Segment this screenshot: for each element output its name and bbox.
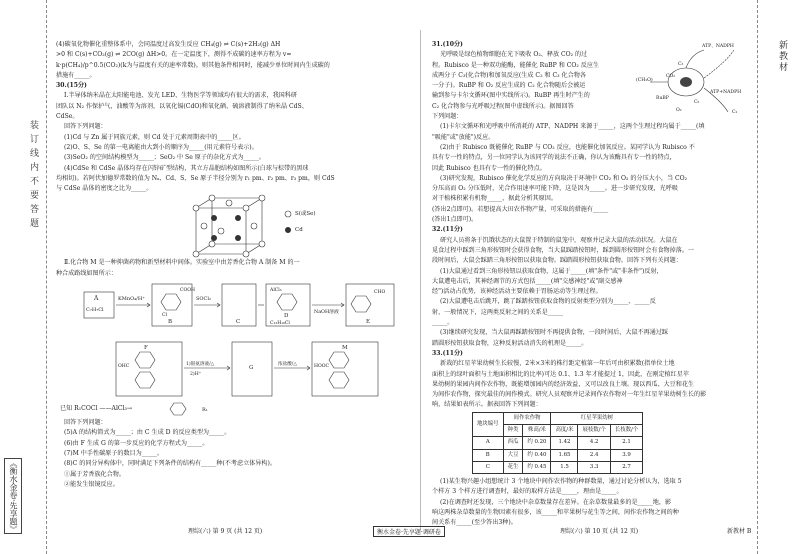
q32-line: 觅食过程中踩到三角形按钮时会获得食物，当大鼠踩踏按钮时，踩到圆形按钮时会有食物掉落。一 (432, 246, 695, 254)
right-binding-margin (757, 0, 798, 554)
q30-ans: (5)A 的结构简式为_____；由 C 生成 D 的反应类型为_____。 (64, 429, 231, 437)
q32-subq: (3)继续研究发现，当大鼠再踩踏按钮时不再提供食物，一段时间后，大鼠不再通过踩 (440, 329, 669, 337)
synthesis-route-row2 (56, 340, 412, 398)
q30-title: 30.(15分) (56, 82, 87, 90)
q30-subq4: (4)CdSe 和 CdSe 晶体均存在闪锌矿型结构，其立方晶胞结构如图所示(白球与棕带的黑球 (64, 164, 309, 172)
column-divider (420, 30, 421, 530)
reagent-kmno4: KMnO₄/H⁺ (118, 296, 145, 303)
q30-intro: 团队以 N₂ 作保护气，油酸等为溶剂，以氧化镉(CdO)和氧化硒、硫溶液制得了纳米晶 CdS、 (56, 102, 308, 110)
q32-subq: 射，一般情况下，这两类反射之间的关系是_____ (432, 308, 564, 316)
reagent-naoh: NaOH溶液 (314, 310, 339, 316)
q31-subq: 因此 Rubisco 也具有专一性的催化特点。 (432, 164, 546, 172)
q31-subq: (答出1点即可)。 (432, 216, 478, 224)
q29-line: >0 和 C(s)+CO₂(g) ⇌ 2CO(g) ΔH>0。在一定温度下，测得不成碳的速率方程为 v= (56, 51, 292, 59)
label-c3: C₃ (678, 62, 684, 68)
q30-partII: Ⅱ.化合物 M 是一种抑菌药物和新型材料中间体。实验室中由芳香化合物 A 制备 M 的一 (64, 259, 300, 267)
q33-line: 响，结果如表所示。据表回答下列问题： (432, 401, 542, 409)
q31-line: 程。Rubisco 是一种双功能酶，能催化 RuBP 和 CO₂ 反应生 (432, 61, 600, 69)
legend-cd: Cd (295, 227, 303, 234)
reagent-socl2: SOCl₂ (196, 296, 211, 303)
group-cooh: COOH (180, 288, 196, 294)
q32-subq: 踏圆形按钮获取食物，这种反射活动消失的机理是_____。 (432, 339, 588, 347)
table-cell: B (473, 449, 504, 461)
table-cell: 大豆 (503, 449, 523, 461)
table-subheader: 展枝数/个 (578, 424, 610, 436)
group-cl: Cl (162, 313, 167, 319)
table-cell: 2.1 (610, 437, 642, 449)
compound-e: E (366, 319, 371, 326)
known-reaction (56, 400, 412, 418)
label-o2: O₂ (676, 108, 682, 114)
q30-ans: ①属于芳香族化合物。 (64, 470, 125, 478)
table-row (473, 449, 643, 461)
table-cell: 西瓜 (503, 437, 523, 449)
table-cell: 3.3 (578, 461, 610, 473)
synthesis-arrows-row1 (56, 280, 412, 338)
label-ch2o: (CH₂O) (636, 78, 653, 84)
q30-ans: (6)由 F 生成 G 的第一步反应的化学方程式为_____。 (64, 439, 209, 447)
q32-line: 段时间后，大鼠会踩踏三角形按钮以获取食物。踩踏圆形按钮获取食物。回答下列有关问题： (432, 257, 682, 265)
q32-title: 32.(11分) (432, 226, 463, 234)
q33-line: 新栽的红星苹果幼树生长较慢，2米×3米的株行距定植第一年后可由积累数(指单位土地 (440, 360, 675, 368)
q33-subq: (2)在调查时还发现，三个地块中杂草数量存在差异。在杂草数量最多的是_____地，影 (440, 498, 672, 506)
compound-b: B (168, 319, 173, 326)
table-header: 红星苹果幼树 (551, 412, 643, 424)
right-column (432, 40, 748, 529)
q31-subq: (1)卡尔文循环和光呼吸中所消耗的 ATP、NADPH 来源于_____，这两个生理过程均属于_____(填 (440, 123, 705, 131)
table-cell: 约 0.40 (523, 449, 551, 461)
q32-subq: 经")活动占优势，该神经活动主要依赖于胃肠运动等生理过程。 (432, 288, 602, 296)
q30-subq4: 均相切)。若阿伏加德罗常数的值为 Nₐ、Cd、S、Se 原子半径分别为 r₁ pm、r₂ pm、r₃ pm，则 CdS (56, 174, 335, 182)
q30-partII: 种合成路线如图所示： (56, 269, 117, 277)
compound-a: A (94, 295, 99, 303)
table-row (473, 461, 643, 473)
compound-a-formula: C₇H₇Cl (86, 307, 104, 314)
group-hooc: HOOC (314, 364, 330, 370)
compound-f: F (144, 345, 148, 352)
q31-line: 下列问题： (432, 113, 463, 121)
q32-subq: 大鼠遭电击后，其神经调节的方式包括_____(填"交感神经"或"副交感神 (432, 277, 623, 285)
table-cell: 3.9 (610, 449, 642, 461)
compound-d: D (284, 313, 289, 320)
table-cell: 1.42 (551, 437, 578, 449)
apple-tree-table (472, 412, 643, 474)
q31-title: 31.(10分) (432, 41, 463, 48)
q33-subq: 响这两株杂草数量的生物因素有很多，该_____和苹果树与花生等之间，间作农作物之间的种 (432, 509, 679, 517)
q30-ans: (8)C 的同分异构体中，同时满足下列条件的结构有_____种(不考虑立体异构)。 (64, 460, 276, 468)
table-cell: 2.4 (578, 449, 610, 461)
brand-label: 《衡水金卷·先享题》 (4, 458, 22, 534)
q32-subq: (1)大鼠通过看到三角形按钮以获取食物，这属于_____(填"条件"或"非条件")反射， (440, 267, 663, 275)
table-subheader: 高度/米 (551, 424, 578, 436)
q33-title: 33.(11分) (432, 349, 463, 357)
q31-subq: 分压高而 O₂ 分压低时，光合作用速率可能下降，这是因为_____。进一步研究发现，光呼吸 (432, 185, 678, 193)
q31-text (432, 50, 632, 121)
table-subheader: 株高/米 (523, 424, 551, 436)
group-ohc: OHC (118, 364, 130, 370)
q29-line: (4)碳氧化物催化重整体系中，会同温度过高发生反应 CH₄(g) ⇌ C(s)+2H₂(g) ΔH (56, 41, 281, 48)
binding-warning: 装订线内不要答题 (28, 120, 38, 232)
q30-ans-head: 回答下列问题： (64, 419, 107, 427)
reagent-alcl3: AlCl₃ (270, 288, 282, 294)
q30-ans: ②能发生银镜反应。 (64, 480, 119, 488)
synthesis-arrows-row2 (56, 340, 412, 398)
crystal-cell-diagram (176, 194, 376, 258)
compound-g: G (249, 365, 254, 372)
compound-m: M (342, 345, 348, 352)
table-header: 地块编号 (473, 412, 504, 437)
q30-subq: (2)O、S、Se 的第一电离能由大到小的顺序为_____(用元素符号表示)。 (64, 143, 258, 151)
crystal-figure (56, 194, 412, 258)
q33-subq: 个样方 3 个样方进行调查时，最好的取样方法是_____，理由是_____。 (432, 488, 623, 496)
reagent-silver: 1)银氨溶液/△ (186, 362, 215, 368)
q29-part4 (56, 40, 412, 80)
q31-subq: (2)由于 Rubisco 既能催化 RuBP 与 CO₂ 反应，也能催化加氧反应。某同学认为 Rubisco 不 (440, 143, 695, 151)
table-subheader: 长枝数/个 (610, 424, 642, 436)
q33-line: 面积上的绿叶面积与土地面积相比的比率)可达 0.1、1.3 年才能提过 1，因此，在刚定植红星苹 (432, 370, 689, 378)
q30-subq4: 与 CdSe 晶体的密度之比为_____。 (56, 185, 153, 193)
q31-subq: (答出2点即可)。若想提高大田农作物产量，可采取的措施有_____ (432, 205, 609, 213)
known-product-ring (166, 400, 196, 418)
footer-page-left: 理综(六) 第 9 页 (共 12 页) (188, 528, 263, 535)
table-row (473, 437, 643, 449)
left-column (56, 40, 412, 490)
table-cell: 4.2 (578, 437, 610, 449)
table-header: 间作农作物 (503, 412, 551, 424)
table-cell: 1.65 (551, 449, 578, 461)
table-cell: 花生 (503, 461, 523, 473)
table-cell: 2.7 (610, 461, 642, 473)
footer-page-right: 理综(六) 第 10 页 (共 12 页) (560, 528, 639, 535)
q31-line: 一分子)。RuBP 和 O₂ 反应生成的 C₂ 化合物随后会被运 (432, 82, 586, 90)
table-header-row (473, 412, 643, 424)
q31-line: C₂ 化合物参与光呼吸过程(图中虚线所示)。据图回答 (432, 102, 574, 110)
compound-c: C (236, 319, 241, 326)
compound-d-formula: C₁₃H₁₀Cl (270, 321, 290, 327)
table-cell: 约 0.45 (523, 461, 551, 473)
label-atp-right: ATP+NADPH (710, 90, 742, 96)
q33-subq: 间关系有_____(至少答出3种)。 (432, 519, 517, 527)
group-cho: CHO (374, 290, 386, 296)
photorespiration-diagram (636, 42, 748, 122)
table-cell: A (473, 437, 504, 449)
q30-intro: Ⅰ.半导体纳米晶在太阳能电池、发光 LED、生物医学等领域均有很大的需求，我国科研 (64, 92, 297, 100)
q31-line: 输到参与卡尔文循环(图中实线所示)。RuBP 再生时产生的 (432, 92, 590, 100)
q32-line: 研究人员将条于饥饿状态的大鼠置于特制的鼠笼中，观察并记录大鼠的活动状况。大鼠在 (440, 236, 678, 244)
reagent-acid: 2)H⁺ (190, 372, 202, 378)
binding-margin (0, 0, 47, 554)
known-r1: R₁ (202, 407, 208, 414)
q31-line: 光呼吸是绿色植物细胞在光下吸收 O₂、释放 CO₂ 的过 (440, 51, 588, 59)
q31-subq: (3)研究发现，Rubisco 催化化学反应的方向取决于环境中 CO₂ 和 O₂ 的分压大小，当 CO₂ (440, 174, 688, 182)
q29-line: k·p(CH₄)/p^0.5(CO₂)(k为与温度有关的速率常数)。则其他条件相同时，能减少单位时间内生成碳的 (56, 61, 330, 69)
q30-subq: (1)Cd 与 Zn 属于同族元素，则 Cd 处于元素周期表中的_____区。 (64, 133, 245, 141)
table-cell: 约 0.20 (523, 437, 551, 449)
footer-center: 衡水金卷·先享题·调研卷 (373, 526, 445, 537)
q30-intro: CdSe。 (56, 113, 79, 121)
label-atp-top: ATP、NADPH (702, 44, 734, 50)
legend-s-se: S(或Se) (295, 211, 316, 218)
q33-subq: (1)某生物兴趣小组想统计 3 个地块中间作农作物的种群数量，通过讨论分析认为，选取 5 (440, 478, 682, 486)
footer-edge: 新教材 B (727, 528, 752, 535)
synthesis-route-row1 (56, 280, 412, 338)
q30-subq: (3)SeO₂ 的空间结构模型为_____；SeO₂ 中 Se 原子的杂化方式为_____。 (64, 154, 265, 162)
q33-line: 果幼树的果园内间作农作物，既能增加园内的经济效益，又可以改良土壤。现以西瓜、大豆和花生 (432, 380, 695, 388)
right-edge-label: 新教材 (777, 40, 787, 73)
q31-line: 成两分子 C₃(化合物)和加氧反应(生成 C₂ 和 C₃ 化合物各 (432, 71, 586, 79)
known-text: 已知 R₁COCl ——AlCl₃→ (60, 405, 133, 413)
table-cell: C (473, 461, 504, 473)
q29-line: 措施有_____。 (56, 71, 96, 79)
table-subheader: 种类 (503, 424, 523, 436)
reagent-hcl: 浓盐酸/△ (278, 362, 297, 368)
label-c2: C₂ (732, 110, 738, 116)
label-rubp: RuBP (656, 96, 669, 102)
q30-ans: (7)M 中手性碳原子的数目为_____。 (64, 449, 164, 457)
label-co2: CO₂ (666, 74, 676, 80)
q32-subq: (2)大鼠遭电击后跳开，跳了踩踏按钮获取食物的反射类型分别为_____、_____反 (440, 298, 656, 306)
q30-prompt: 回答下列问题： (64, 123, 107, 131)
q31-subq: "吸能"或"放能")反应。 (432, 133, 495, 141)
label-c5: C₅ (694, 100, 700, 106)
table-cell: 1.5 (551, 461, 578, 473)
q32-subq: _____。 (432, 319, 454, 327)
q31-subq: 具有专一性的特点，另一位同学认为该同学的说法不正确，你认为该酶具有专一性的特点， (432, 154, 676, 162)
q33-line: 为间作农作物，探究最佳的间作模式。研究人员观察并记录间作农作物对一年生红星苹果幼树生长的影 (432, 391, 707, 399)
q31-subq: 对干植株积累有机物_____，据此分析其原因。 (432, 195, 557, 203)
